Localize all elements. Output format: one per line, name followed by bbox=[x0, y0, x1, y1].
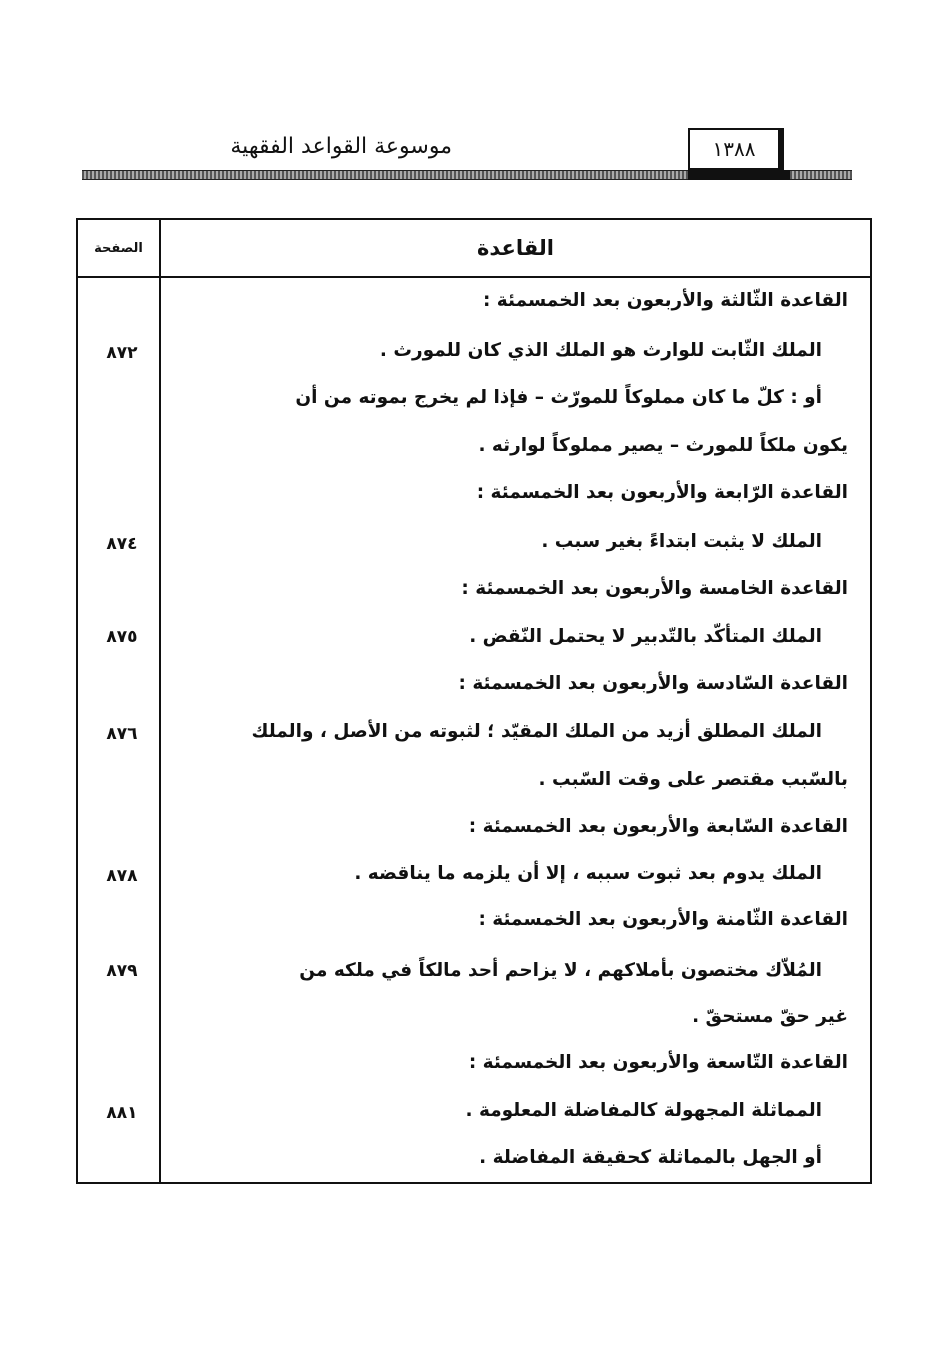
rule-text: المماثلة المجهولة كالمفاضلة المعلومة . bbox=[465, 1100, 822, 1121]
column-header-rule: القاعدة bbox=[477, 236, 554, 260]
rule-page-number: ٨٧٥ bbox=[106, 627, 138, 647]
rule-text: الملك يدوم بعد ثبوت سببه ، إلا أن يلزمه ما يناقضه . bbox=[354, 863, 822, 884]
rule-page-number: ٨٧٩ bbox=[106, 961, 138, 981]
rule-text-continuation: يكون ملكاً للمورث – يصير مملوكاً لوارثه . bbox=[478, 435, 848, 456]
header-rule-block bbox=[688, 170, 790, 180]
rule-page-number: ٨٨١ bbox=[106, 1103, 138, 1123]
book-title: موسوعة القواعد الفقهية bbox=[230, 134, 452, 159]
rule-title: القاعدة الثّالثة والأربعون بعد الخمسمئة : bbox=[482, 290, 848, 311]
rule-text: الملك الثّابت للوارث هو الملك الذي كان للمورث . bbox=[379, 340, 822, 361]
rule-title: القاعدة التّاسعة والأربعون بعد الخمسمئة : bbox=[468, 1052, 848, 1073]
rule-title: القاعدة الرّابعة والأربعون بعد الخمسمئة : bbox=[476, 482, 848, 503]
column-header-page: الصفحة bbox=[94, 240, 143, 256]
rule-text-continuation: غير حقّ مستحقّ . bbox=[692, 1006, 848, 1027]
rule-title: القاعدة الخامسة والأربعون بعد الخمسمئة : bbox=[461, 578, 848, 599]
rule-text: الملك المتأكّد بالتّدبير لا يحتمل النّقض . bbox=[469, 626, 822, 647]
page-number: ١٣٨٨ bbox=[688, 128, 784, 170]
rule-text: المُلاّك مختصون بأملاكهم ، لا يزاحم أحد مالكاً في ملكه من bbox=[299, 960, 822, 981]
rule-text: الملك لا يثبت ابتداءً بغير سبب . bbox=[541, 531, 822, 552]
page-header bbox=[82, 128, 852, 183]
rule-text: أو الجهل بالمماثلة كحقيقة المفاضلة . bbox=[479, 1147, 822, 1168]
rule-text: الملك المطلق أزيد من الملك المقيّد ؛ لثبوته من الأصل ، والملك bbox=[251, 721, 822, 742]
rule-page-number: ٨٧٤ bbox=[106, 534, 138, 554]
rule-title: القاعدة الثّامنة والأربعون بعد الخمسمئة : bbox=[478, 909, 848, 930]
rule-title: القاعدة السّابعة والأربعون بعد الخمسمئة : bbox=[468, 816, 848, 837]
rule-page-number: ٨٧٨ bbox=[106, 866, 138, 886]
column-divider bbox=[159, 220, 161, 1182]
rule-title: القاعدة السّادسة والأربعون بعد الخمسمئة : bbox=[458, 673, 848, 694]
rule-text-continuation: بالسّبب مقتصر على وقت السّبب . bbox=[538, 769, 848, 790]
rule-page-number: ٨٧٢ bbox=[106, 343, 138, 363]
rule-text: أو : كلّ ما كان مملوكاً للمورّث – فإذا لم يخرج بموته من أن bbox=[295, 387, 822, 408]
rule-page-number: ٨٧٦ bbox=[106, 724, 138, 744]
header-divider bbox=[78, 276, 870, 278]
